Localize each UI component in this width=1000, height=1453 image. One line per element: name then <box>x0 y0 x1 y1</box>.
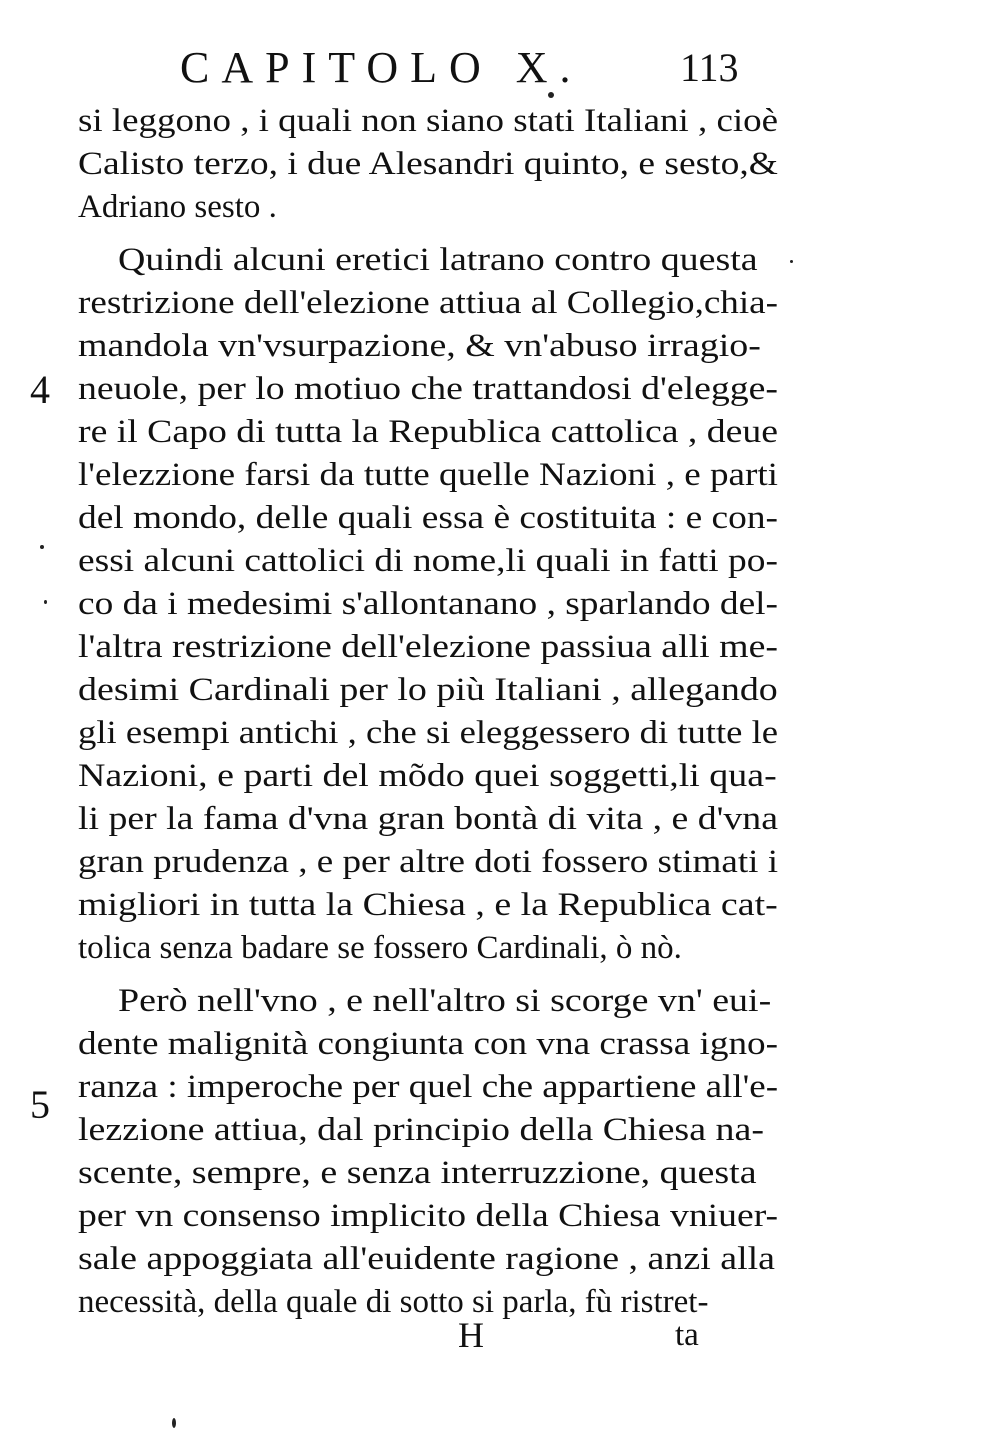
text-line <box>78 540 778 583</box>
line-text: scente, sempre, e senza interruzzione, questa <box>78 1155 757 1191</box>
text-line <box>78 1023 778 1066</box>
catchword: ta <box>675 1317 699 1353</box>
line-text: gran prudenza , e per altre doti fossero stimati i <box>78 844 779 880</box>
ink-speck <box>172 1418 176 1428</box>
text-line <box>78 411 778 454</box>
text-line <box>78 669 778 712</box>
line-text: Adriano sesto . <box>78 189 277 225</box>
line-text: Nazioni, e parti del mõdo quei soggetti,li qua- <box>78 758 777 794</box>
text-line <box>78 712 778 755</box>
ink-speck <box>790 260 793 263</box>
line-text: Calisto terzo, i due Alesandri quinto, e sesto,& <box>78 146 778 182</box>
line-text: gli esempi antichi , che si eleggessero di tutte le <box>78 715 779 751</box>
line-text: Quindi alcuni eretici latrano contro questa <box>118 242 758 278</box>
line-text: tolica senza badare se fossero Cardinali, ò nò. <box>78 930 682 966</box>
line-text: dente malignità congiunta con vna crassa igno- <box>78 1026 779 1062</box>
line-text: essi alcuni cattolici di nome,li quali in fatti po- <box>78 543 778 579</box>
line-text: neuole, per lo motiuo che trattandosi d'elegge- <box>78 371 778 407</box>
running-title: CAPITOLO X. <box>180 43 583 92</box>
text-line <box>78 980 778 1023</box>
page-number: 113 <box>680 45 739 90</box>
text-line <box>78 1152 778 1195</box>
margin-number-5: 5 <box>30 1082 50 1127</box>
signature-mark: H <box>458 1315 484 1355</box>
line-text: sale appoggiata all'euidente ragione , anzi alla <box>78 1241 776 1277</box>
text-line <box>78 282 778 325</box>
text-line <box>78 325 778 368</box>
text-line <box>78 1109 778 1152</box>
text-line <box>78 368 778 411</box>
line-text: lezzione attiua, dal principio della Chiesa na- <box>78 1112 764 1148</box>
page-footer <box>0 1310 1000 1360</box>
text-line <box>78 497 778 540</box>
text-line <box>78 841 778 884</box>
line-text: co da i medesimi s'allontanano , sparlando del- <box>78 586 779 622</box>
line-text: Però nell'vno , e nell'altro si scorge vn' eui- <box>118 983 772 1019</box>
text-line <box>78 755 778 798</box>
text-line <box>78 798 778 841</box>
margin-number-4: 4 <box>30 367 50 412</box>
text-line <box>78 626 778 669</box>
line-text: per vn consenso implicito della Chiesa vniuer- <box>78 1198 779 1234</box>
text-line <box>78 583 778 626</box>
line-text: l'elezzione farsi da tutte quelle Nazioni , e parti <box>78 457 778 493</box>
line-text: del mondo, delle quali essa è costituita : e con- <box>78 500 778 536</box>
line-text: si leggono , i quali non siano stati Italiani , cioè <box>78 103 779 139</box>
text-line <box>78 1195 778 1238</box>
line-text: restrizione dell'elezione attiua al Collegio,chia- <box>78 285 778 321</box>
text-line <box>78 186 778 229</box>
line-text: migliori in tutta la Chiesa , e la Republica cat- <box>78 887 778 923</box>
line-text: necessità, della quale di sotto si parla, fù ristret- <box>78 1284 709 1320</box>
text-line <box>78 927 778 970</box>
ink-speck <box>548 92 554 98</box>
ink-speck <box>40 545 44 549</box>
body-text <box>78 100 778 1324</box>
text-line <box>78 239 778 282</box>
line-text: ranza : imperoche per quel che appartiene all'e- <box>78 1069 779 1105</box>
ink-speck <box>44 600 47 604</box>
text-line <box>78 143 778 186</box>
line-text: mandola vn'vsurpazione, & vn'abuso irragio- <box>78 328 761 364</box>
line-text: li per la fama d'vna gran bontà di vita , e d'vna <box>78 801 778 837</box>
line-text: desimi Cardinali per lo più Italiani , allegando <box>78 672 778 708</box>
text-line <box>78 1066 778 1109</box>
text-line <box>78 1238 778 1281</box>
text-line <box>78 100 778 143</box>
line-text: re il Capo di tutta la Republica cattolica , deue <box>78 414 779 450</box>
page-header <box>0 38 1000 98</box>
text-line <box>78 884 778 927</box>
line-text: l'altra restrizione dell'elezione passiua alli me- <box>78 629 778 665</box>
text-line <box>78 454 778 497</box>
